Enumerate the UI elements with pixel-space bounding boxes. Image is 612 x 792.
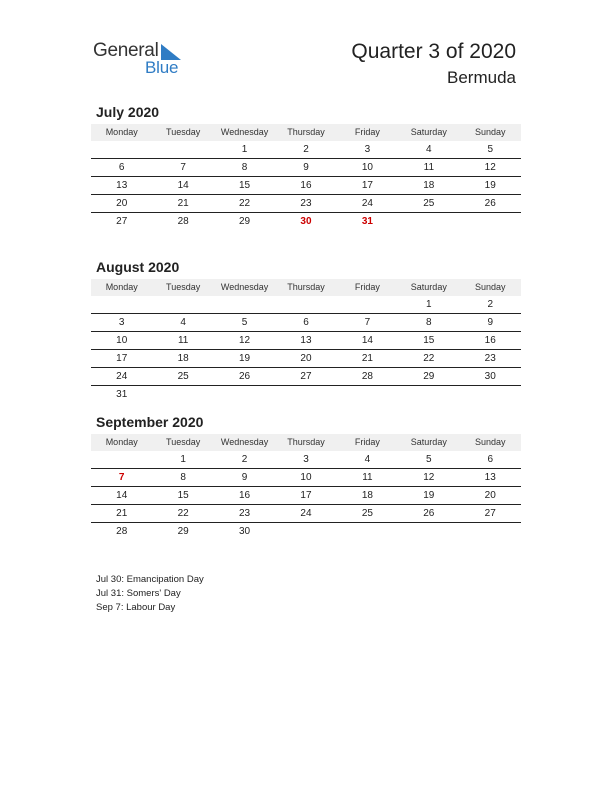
day-cell: 31 (116, 389, 128, 400)
day-cell: 3 (303, 454, 309, 465)
day-cell: 14 (116, 490, 128, 501)
day-cell: 30 (484, 371, 496, 382)
day-cell: 2 (487, 299, 494, 310)
day-cell: 14 (361, 335, 373, 346)
day-cell: 12 (484, 162, 496, 173)
day-cell: 26 (423, 508, 435, 519)
weekday-header-row (91, 434, 521, 451)
day-cell: 5 (487, 144, 494, 155)
day-cell: 7 (364, 317, 371, 328)
day-cell: 3 (364, 144, 371, 155)
day-cell: 2 (303, 144, 309, 155)
empty-day-cell (460, 386, 521, 403)
day-cell: 24 (361, 198, 373, 209)
day-cell: 31 (361, 216, 373, 227)
empty-day-cell (91, 141, 152, 158)
day-cell: 20 (300, 353, 312, 364)
weekday-header-row (91, 124, 521, 141)
day-cell: 11 (423, 162, 435, 173)
day-cell: 9 (241, 472, 248, 483)
empty-day-cell (91, 451, 152, 468)
day-cell: 20 (116, 198, 128, 209)
weekday-label: Tuesday (166, 437, 201, 447)
day-cell: 22 (238, 198, 251, 209)
month-block-september (91, 413, 521, 540)
day-cell: 16 (484, 335, 496, 346)
week-row (91, 469, 521, 487)
weekday-label: Friday (354, 127, 380, 137)
day-cell: 27 (116, 216, 128, 227)
empty-day-cell (275, 296, 336, 313)
day-cell: 1 (241, 144, 248, 155)
empty-day-cell (398, 523, 459, 540)
day-cell: 29 (423, 371, 435, 382)
day-cell: 30 (238, 526, 251, 537)
day-cell: 15 (177, 490, 189, 501)
weekday-label: Friday (354, 437, 380, 447)
weekday-label: Friday (354, 282, 380, 292)
weekday-label: Saturday (410, 282, 447, 292)
day-cell: 28 (116, 526, 128, 537)
holiday-notes (96, 573, 204, 615)
day-cell: 8 (180, 472, 186, 483)
day-cell: 12 (423, 472, 435, 483)
empty-day-cell (337, 386, 398, 403)
weekday-label: Saturday (410, 437, 447, 447)
holiday-note: Jul 30: Emancipation Day (96, 574, 204, 585)
day-cell: 27 (300, 371, 312, 382)
weekday-label: Thursday (287, 282, 325, 292)
weekday-label: Thursday (287, 437, 325, 447)
weekday-label: Monday (105, 282, 138, 292)
weekday-label: Sunday (474, 437, 506, 447)
day-cell: 22 (423, 353, 435, 364)
day-cell: 1 (180, 454, 186, 465)
empty-day-cell (398, 213, 459, 230)
week-row (91, 159, 521, 177)
empty-day-cell (214, 296, 275, 313)
day-cell: 15 (238, 180, 251, 191)
empty-day-cell (398, 386, 459, 403)
day-cell: 26 (484, 198, 496, 209)
day-cell: 19 (238, 353, 251, 364)
day-cell: 30 (300, 216, 312, 227)
day-cell: 26 (238, 371, 251, 382)
day-cell: 3 (118, 317, 125, 328)
day-cell: 10 (361, 162, 373, 173)
week-row (91, 332, 521, 350)
day-cell: 18 (361, 490, 373, 501)
day-cell: 14 (177, 180, 189, 191)
week-row (91, 505, 521, 523)
logo (93, 40, 193, 80)
weekday-label: Sunday (474, 127, 506, 137)
day-cell: 23 (238, 508, 251, 519)
empty-day-cell (152, 296, 213, 313)
day-cell: 13 (116, 180, 128, 191)
weekday-label: Wednesday (220, 282, 269, 292)
day-cell: 6 (487, 454, 494, 465)
day-cell: 21 (177, 198, 189, 209)
weekday-label: Tuesday (166, 282, 201, 292)
day-cell: 25 (361, 508, 373, 519)
day-cell: 29 (177, 526, 189, 537)
day-cell: 9 (303, 162, 309, 173)
holiday-note: Jul 31: Somers' Day (96, 588, 181, 599)
month-title: September 2020 (96, 414, 204, 430)
day-cell: 8 (241, 162, 248, 173)
day-cell: 6 (118, 162, 125, 173)
empty-day-cell (460, 213, 521, 230)
day-cell: 19 (423, 490, 435, 501)
day-cell: 24 (116, 371, 128, 382)
week-row (91, 213, 521, 230)
week-row (91, 177, 521, 195)
empty-day-cell (91, 296, 152, 313)
weekday-header-row (91, 279, 521, 296)
weekday-label: Wednesday (220, 127, 269, 137)
empty-day-cell (460, 523, 521, 540)
week-row (91, 195, 521, 213)
page-title: Quarter 3 of 2020 (351, 40, 516, 63)
day-cell: 17 (116, 353, 128, 364)
day-cell: 6 (303, 317, 309, 328)
day-cell: 23 (300, 198, 312, 209)
day-cell: 21 (116, 508, 128, 519)
day-cell: 28 (361, 371, 373, 382)
day-cell: 4 (364, 454, 371, 465)
day-cell: 25 (177, 371, 189, 382)
weekday-label: Thursday (287, 127, 325, 137)
weekday-label: Tuesday (166, 127, 201, 137)
week-row (91, 141, 521, 159)
empty-day-cell (337, 523, 398, 540)
day-cell: 16 (238, 490, 251, 501)
logo-general-text: General (93, 40, 159, 61)
month-title: July 2020 (96, 104, 160, 120)
day-cell: 10 (116, 335, 128, 346)
empty-day-cell (152, 386, 213, 403)
day-cell: 15 (423, 335, 435, 346)
empty-day-cell (337, 296, 398, 313)
day-cell: 16 (300, 180, 312, 191)
day-cell: 11 (362, 472, 373, 483)
weekday-label: Monday (105, 127, 138, 137)
day-cell: 5 (241, 317, 248, 328)
week-row (91, 487, 521, 505)
month-block-july (91, 103, 521, 230)
day-cell: 18 (177, 353, 189, 364)
day-cell: 17 (361, 180, 373, 191)
day-cell: 27 (484, 508, 496, 519)
day-cell: 7 (180, 162, 186, 173)
day-cell: 19 (484, 180, 496, 191)
day-cell: 4 (180, 317, 186, 328)
empty-day-cell (152, 141, 213, 158)
day-cell: 8 (426, 317, 432, 328)
week-row (91, 314, 521, 332)
day-cell: 13 (484, 472, 496, 483)
day-cell: 17 (300, 490, 312, 501)
country-name: Bermuda (447, 68, 516, 87)
day-cell: 29 (238, 216, 251, 227)
day-cell: 13 (300, 335, 312, 346)
day-cell: 25 (423, 198, 435, 209)
empty-day-cell (214, 386, 275, 403)
week-row (91, 296, 521, 314)
week-row (91, 451, 521, 469)
day-cell: 12 (238, 335, 251, 346)
week-row (91, 386, 521, 403)
month-title: August 2020 (96, 259, 180, 275)
month-block-august (91, 258, 521, 403)
day-cell: 24 (300, 508, 312, 519)
day-cell: 11 (177, 335, 189, 346)
day-cell: 23 (484, 353, 496, 364)
weekday-label: Wednesday (220, 437, 269, 447)
week-row (91, 523, 521, 540)
day-cell: 10 (300, 472, 312, 483)
holiday-note: Sep 7: Labour Day (96, 602, 176, 613)
day-cell: 1 (426, 299, 432, 310)
empty-day-cell (275, 523, 336, 540)
day-cell: 9 (487, 317, 494, 328)
weekday-label: Monday (105, 437, 138, 447)
day-cell: 21 (361, 353, 373, 364)
week-row (91, 368, 521, 386)
day-cell: 5 (426, 454, 432, 465)
weekday-label: Saturday (410, 127, 447, 137)
day-cell: 28 (177, 216, 189, 227)
weekday-label: Sunday (474, 282, 506, 292)
empty-day-cell (275, 386, 336, 403)
day-cell: 7 (118, 472, 125, 483)
logo-blue-text: Blue (145, 58, 179, 77)
day-cell: 20 (484, 490, 496, 501)
day-cell: 22 (177, 508, 189, 519)
day-cell: 4 (426, 144, 432, 155)
day-cell: 2 (241, 454, 248, 465)
week-row (91, 350, 521, 368)
day-cell: 18 (423, 180, 435, 191)
